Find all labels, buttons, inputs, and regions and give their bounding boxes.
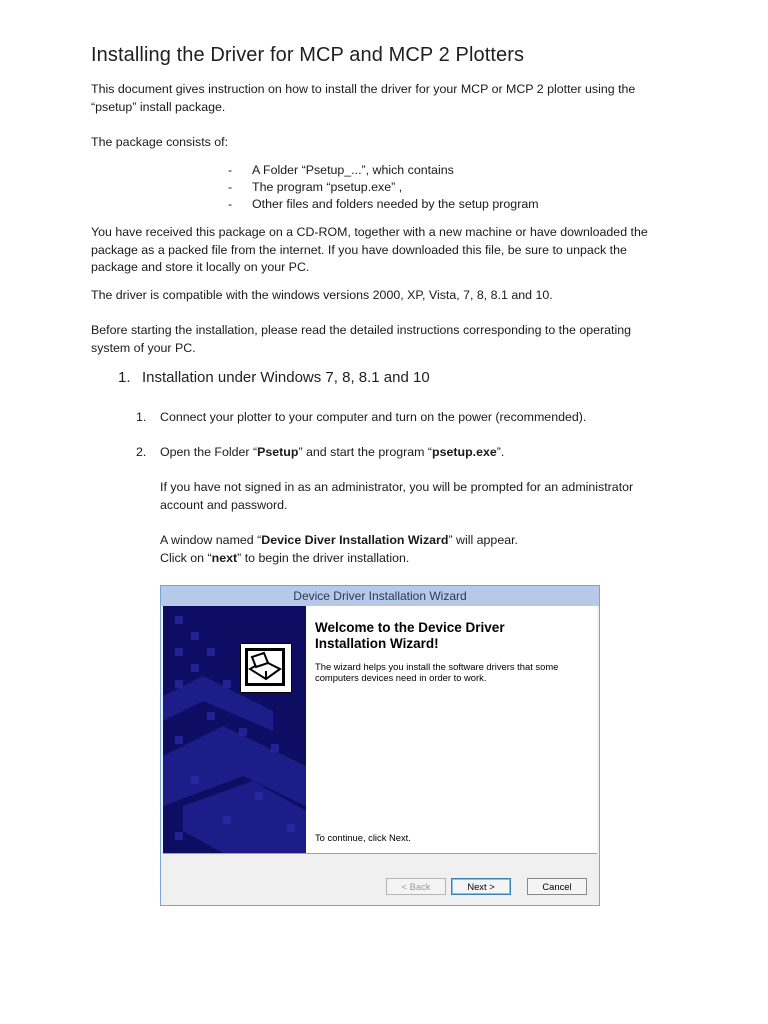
wizard-banner [163, 606, 306, 853]
before-line-2: system of your PC. [91, 340, 196, 355]
intro-paragraph [91, 81, 691, 116]
step-text: Open the Folder “Psetup” and start the program “psetup.exe”. [160, 445, 505, 459]
step-number: 2. [136, 445, 147, 459]
wizard-heading [315, 620, 585, 652]
page-title: Installing the Driver for MCP and MCP 2 Plotters [91, 44, 525, 66]
click-line: Click on “next” to begin the driver installation. [160, 550, 410, 565]
wizard-desc-line-2: computers devices need in order to work. [315, 672, 487, 683]
admin-line-2: account and password. [160, 497, 288, 512]
list-item: - A Folder “Psetup_...”, which contains [228, 163, 454, 177]
wizard-body [163, 606, 597, 853]
before-paragraph [91, 322, 691, 357]
admin-line-1: If you have not signed in as an administrator, you will be prompted for an administrator [160, 480, 634, 494]
section-title: Installation under Windows 7, 8, 8.1 and 10 [142, 369, 430, 386]
intro-line-1: This document gives instruction on how to install the driver for your MCP or MCP 2 plotter using the [91, 82, 636, 96]
wizard-separator [163, 853, 597, 854]
wizard-desc-line-1: The wizard helps you install the software drivers that some [315, 661, 559, 672]
window-line: A window named “Device Diver Installation Wizard” will appear. [160, 533, 518, 547]
received-paragraph [91, 224, 691, 277]
package-list [228, 162, 539, 213]
next-button[interactable]: Next > [451, 878, 511, 895]
wizard-window [160, 585, 600, 906]
received-line-3: package and store it locally on your PC. [91, 260, 310, 274]
window-name: Device Diver Installation Wizard [261, 533, 449, 547]
step-text: Connect your plotter to your computer and turn on the power (recommended). [160, 410, 587, 424]
wizard-heading-line-2: Installation Wizard! [315, 636, 439, 651]
cancel-button[interactable]: Cancel [527, 878, 587, 895]
window-paragraph [160, 532, 700, 567]
back-button[interactable]: < Back [386, 878, 446, 895]
section-heading [118, 369, 430, 386]
admin-paragraph [160, 479, 700, 514]
program-name: psetup.exe [432, 445, 497, 459]
step-number: 1. [136, 410, 147, 424]
wizard-title-bar: Device Driver Installation Wizard [161, 586, 599, 606]
list-item: - The program “psetup.exe” , [228, 180, 403, 194]
intro-line-2: “psetup” install package. [91, 99, 226, 114]
wizard-heading-line-1: Welcome to the Device Driver [315, 620, 505, 635]
compat-paragraph: The driver is compatible with the windows versions 2000, XP, Vista, 7, 8, 8.1 and 10. [91, 288, 553, 302]
section-number: 1. [118, 369, 131, 386]
folder-name: Psetup [257, 445, 299, 459]
install-box-icon [240, 643, 292, 693]
received-line-1: You have received this package on a CD-ROM, together with a new machine or have downloaded the [91, 225, 648, 239]
list-item: - Other files and folders needed by the setup program [228, 197, 539, 211]
next-keyword: next [211, 550, 238, 565]
received-line-2: package as a packed file from the internet. If you have downloaded this file, be sure to unpack the [91, 242, 627, 257]
wizard-description [315, 661, 585, 683]
before-line-1: Before starting the installation, please read the detailed instructions corresponding to the operating [91, 323, 632, 337]
wizard-continue-text: To continue, click Next. [315, 832, 411, 843]
package-intro: The package consists of: [91, 135, 229, 149]
